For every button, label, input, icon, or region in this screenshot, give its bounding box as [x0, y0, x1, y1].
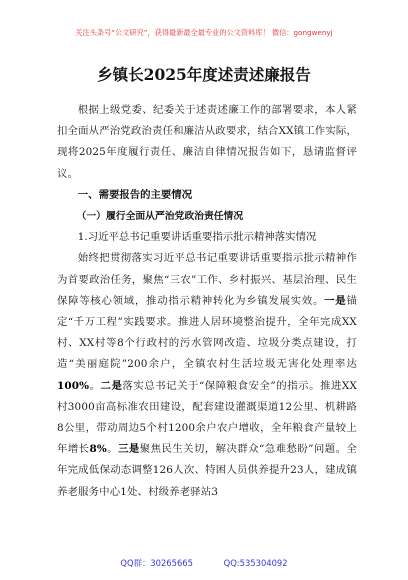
document-body — [57, 100, 357, 503]
emphasis-label: 一是 — [324, 294, 347, 307]
item-heading: 1.习近平总书记重要讲话重要指示批示精神落实情况 — [77, 231, 317, 244]
document-title: 乡镇长2025年度述责述廉报告 — [97, 65, 311, 84]
emphasis-value: 8% — [89, 443, 107, 456]
emphasis-value: 100% — [57, 379, 90, 392]
body-text: 聚焦民生关切，解决群众“急难愁盼”问题。全年完成低保动态调整126人次、特困人员供养提升23人，建成镇养老服务中心1处、村级养老驿站3 — [57, 443, 357, 498]
body-text: 始终把贯彻落实习近平总书记重要讲话重要指示批示精神作为首要政治任务，聚焦“三农”工作、乡村振兴、基层治理、民生保障等核心领域，推动指示精神转化为乡镇发展实效。 — [57, 252, 357, 307]
qq-number-text: QQ:535304092 — [223, 558, 288, 568]
subsection-heading: （一）履行全面从严治党政治责任情况 — [76, 211, 244, 223]
qq-group-text: QQ群：30265665 — [120, 558, 193, 568]
promo-banner: 关注头条号“公文研究”，获得最新最全最专业的公文资料库！ 微信：gongwenyj — [75, 28, 333, 37]
footer-contact — [0, 557, 408, 569]
body-text: 锚定“千万工程”实践要求。推进人居环境整治提升，全年完成XX村、XX村等8个行政村的污水管网改造、垃圾分类点建设，打造“美丽庭院”200余户，全镇农村生活垃圾无害化处理率达 — [57, 294, 357, 371]
emphasis-label: 二是 — [100, 379, 123, 392]
intro-paragraph: 根据上级党委、纪委关于述责述廉工作的部署要求，本人紧扣全面从严治党政治责任和廉洁从政要求，结合XX镇工作实际，现将2025年度履行责任、廉洁自律情况报告如下，恳请监督评议。 — [57, 104, 357, 180]
body-text: 落实总书记关于“保障粮食安全”的指示。推进XX村3000亩高标准农田建设，配套建设灌溉渠道12公里、机耕路8公里，带动周边5个村1200余户农户增收，全年粮食产量较上年增长 — [57, 379, 357, 456]
section-heading: 一、需要报告的主要情况 — [77, 188, 193, 201]
body-paragraph — [57, 248, 357, 502]
punctuation: 。 — [106, 443, 119, 456]
emphasis-label: 三是 — [118, 443, 140, 456]
punctuation: 。 — [89, 379, 101, 392]
